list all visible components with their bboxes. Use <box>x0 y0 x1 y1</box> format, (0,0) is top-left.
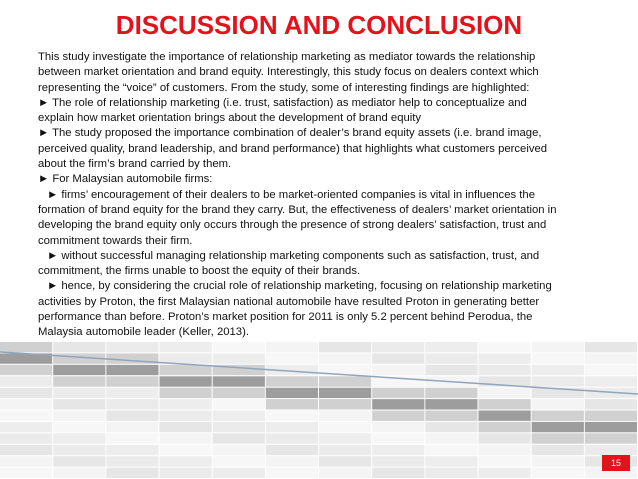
decorative-tile <box>106 388 158 398</box>
decorative-tile <box>53 342 105 352</box>
decorative-tile <box>213 388 265 398</box>
decorative-tile <box>160 399 212 409</box>
decorative-tile <box>213 399 265 409</box>
decorative-tile <box>0 411 52 421</box>
decorative-tile <box>160 342 212 352</box>
decorative-tile <box>479 353 531 363</box>
decorative-tile <box>585 445 637 455</box>
decorative-tile <box>532 422 584 432</box>
bullet-line: ► The role of relationship marketing (i.e. trust, satisfaction) as mediator help to conceptualize and <box>38 96 527 109</box>
body-line: This study investigate the importance of relationship marketing as mediator towards the relationship <box>38 51 536 63</box>
decorative-tile <box>425 365 477 375</box>
decorative-tile <box>53 433 105 443</box>
decorative-tile <box>372 388 424 398</box>
sub-bullet-line: ► without successful managing relationship marketing components such as satisfaction, trust, and <box>47 249 540 262</box>
decorative-tile <box>585 422 637 432</box>
decorative-tile <box>585 433 637 443</box>
decorative-tile <box>319 376 371 386</box>
decorative-tile <box>479 365 531 375</box>
decorative-tile <box>266 445 318 455</box>
decorative-tile <box>532 376 584 386</box>
decorative-tile <box>213 411 265 421</box>
decorative-tile <box>213 445 265 455</box>
decorative-tile <box>266 353 318 363</box>
decorative-tile <box>585 353 637 363</box>
decorative-tile <box>0 388 52 398</box>
decorative-tile <box>53 399 105 409</box>
decorative-tile <box>213 433 265 443</box>
decorative-tile <box>319 433 371 443</box>
decorative-tile <box>585 376 637 386</box>
decorative-tile <box>372 433 424 443</box>
body-line: between market orientation and brand equity. Interestingly, this study focus on dealers context which <box>38 66 539 79</box>
decorative-tile <box>106 399 158 409</box>
body-line: performance than before. Proton’s market position for 2011 is only 5.2 percent behind Perodua, the <box>38 311 533 324</box>
decorative-tile <box>372 342 424 352</box>
body-line: activities by Proton, the first Malaysian national automobile have resulted Proton in generating better <box>38 295 540 308</box>
decorative-tile <box>53 456 105 466</box>
decorative-tile <box>479 433 531 443</box>
decorative-tile <box>425 388 477 398</box>
decorative-tile <box>372 399 424 409</box>
decorative-tile <box>106 433 158 443</box>
decorative-background <box>0 342 638 479</box>
decorative-tile <box>53 365 105 375</box>
decorative-tile <box>213 353 265 363</box>
bullet-line: ► For Malaysian automobile firms: <box>38 173 213 186</box>
decorative-tile <box>479 342 531 352</box>
slide-body <box>38 50 608 341</box>
decorative-tile <box>585 342 637 352</box>
decorative-tile <box>532 399 584 409</box>
decorative-tile <box>160 376 212 386</box>
decorative-tile <box>0 365 52 375</box>
decorative-tile <box>53 388 105 398</box>
decorative-tile <box>266 433 318 443</box>
decorative-tile <box>213 342 265 352</box>
body-line: representing the “voice” of customers. From the study, some of interesting findings are highlighted: <box>38 81 530 94</box>
decorative-tile <box>585 399 637 409</box>
decorative-tile <box>106 342 158 352</box>
decorative-tile <box>372 365 424 375</box>
decorative-tile <box>532 433 584 443</box>
decorative-tile <box>160 422 212 432</box>
decorative-tile <box>425 445 477 455</box>
decorative-tile <box>372 411 424 421</box>
decorative-tile <box>372 422 424 432</box>
bullet-line: ► The study proposed the importance combination of dealer’s brand equity assets (i.e. brand image, <box>38 127 542 140</box>
decorative-tile <box>372 456 424 466</box>
decorative-tile <box>213 468 265 478</box>
decorative-tile <box>532 365 584 375</box>
decorative-tile <box>106 468 158 478</box>
decorative-tile <box>425 456 477 466</box>
decorative-tile <box>319 342 371 352</box>
body-line: developing the brand equity only occurs through the presence of strong dealers’ satisfaction, trust and <box>38 219 547 232</box>
decorative-tile <box>532 342 584 352</box>
decorative-tile <box>0 433 52 443</box>
decorative-tile <box>425 399 477 409</box>
body-line: perceived quality, brand leadership, and brand performance) that highlights what customers perceived <box>38 142 548 155</box>
decorative-tile <box>266 411 318 421</box>
decorative-tile <box>532 445 584 455</box>
decorative-tile <box>106 376 158 386</box>
decorative-tile <box>213 456 265 466</box>
decorative-tile <box>0 468 52 478</box>
decorative-tile <box>479 399 531 409</box>
decorative-tile <box>532 456 584 466</box>
decorative-tile <box>425 353 477 363</box>
body-line: about the firm’s brand carried by them. <box>38 158 232 171</box>
decorative-tile <box>479 422 531 432</box>
decorative-tile <box>53 422 105 432</box>
decorative-tile <box>319 445 371 455</box>
decorative-tile <box>0 399 52 409</box>
decorative-tile <box>266 388 318 398</box>
decorative-tile <box>372 353 424 363</box>
decorative-tile <box>0 376 52 386</box>
decorative-tile <box>479 456 531 466</box>
decorative-tile <box>479 411 531 421</box>
decorative-tile <box>425 433 477 443</box>
decorative-tile <box>53 411 105 421</box>
decorative-tile <box>479 468 531 478</box>
decorative-tile <box>425 342 477 352</box>
decorative-tile <box>160 456 212 466</box>
decorative-tile <box>160 433 212 443</box>
decorative-tile <box>266 456 318 466</box>
decorative-tile <box>479 388 531 398</box>
decorative-tile <box>319 456 371 466</box>
page-number-badge: 15 <box>602 455 630 471</box>
decorative-tile <box>425 468 477 478</box>
decorative-tile <box>213 376 265 386</box>
body-line: explain how market orientation brings about the development of brand equity <box>38 112 422 125</box>
decorative-tile <box>319 422 371 432</box>
decorative-tile <box>319 399 371 409</box>
decorative-tile <box>319 388 371 398</box>
body-line: formation of brand equity for the brand they carry. But, the effectiveness of dealers’ market orientation in <box>38 203 557 216</box>
decorative-tile <box>372 468 424 478</box>
decorative-tile <box>266 468 318 478</box>
decorative-tile <box>160 445 212 455</box>
decorative-tile <box>213 422 265 432</box>
decorative-tile <box>532 411 584 421</box>
decorative-tile <box>53 468 105 478</box>
decorative-tile <box>532 353 584 363</box>
decorative-tile <box>0 422 52 432</box>
decorative-tile <box>160 411 212 421</box>
slide-title: DISCUSSION AND CONCLUSION <box>115 10 523 40</box>
decorative-tile <box>160 365 212 375</box>
decorative-tile <box>372 445 424 455</box>
decorative-tile <box>319 411 371 421</box>
decorative-tile <box>106 456 158 466</box>
decorative-tile <box>0 342 52 352</box>
decorative-tile <box>106 411 158 421</box>
decorative-tile <box>0 445 52 455</box>
decorative-tile <box>106 365 158 375</box>
decorative-tile <box>425 411 477 421</box>
decorative-tile <box>160 468 212 478</box>
decorative-tile <box>266 399 318 409</box>
decorative-tile <box>160 353 212 363</box>
decorative-tile <box>53 376 105 386</box>
decorative-tile <box>0 456 52 466</box>
body-line: commitment towards their firm. <box>38 234 193 247</box>
decorative-tile <box>106 445 158 455</box>
decorative-tile <box>532 468 584 478</box>
decorative-tile <box>479 445 531 455</box>
decorative-tile <box>160 388 212 398</box>
sub-bullet-line: ► firms’ encouragement of their dealers to be market-oriented companies is vital in influences the <box>47 188 535 201</box>
decorative-tile <box>266 422 318 432</box>
sub-bullet-line: ► hence, by considering the crucial role of relationship marketing, focusing on relationship marketing <box>47 280 552 293</box>
decorative-tile <box>319 353 371 363</box>
decorative-tile <box>266 376 318 386</box>
decorative-tile <box>53 445 105 455</box>
decorative-tile <box>106 422 158 432</box>
body-line: Malaysia automobile leader (Keller, 2013). <box>38 326 249 339</box>
decorative-tile <box>585 411 637 421</box>
decorative-tile <box>266 342 318 352</box>
decorative-tile <box>425 422 477 432</box>
decorative-tile <box>319 468 371 478</box>
body-line: commitment, the firms unable to boost the equity of their brands. <box>38 265 361 278</box>
decorative-tile <box>585 365 637 375</box>
